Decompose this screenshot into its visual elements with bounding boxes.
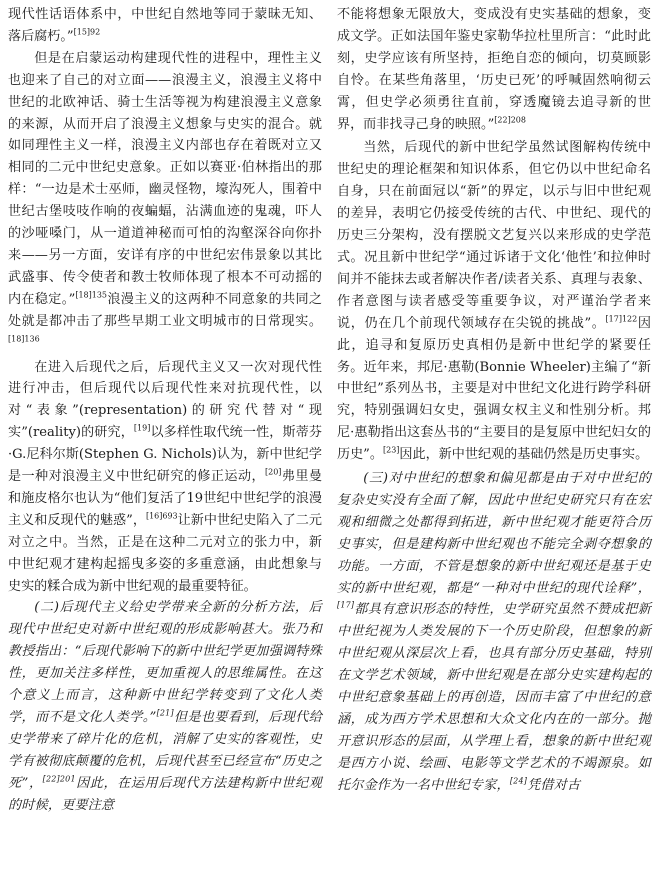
citation: [19] (133, 423, 151, 433)
citation: [17]122 (605, 314, 638, 324)
citation: [16]693 (145, 511, 178, 521)
paragraph: 在进入后现代之后，后现代主义又一次对现代性进行冲击，但后现代以后现代性来对抗现代性，以对“表象”(representation)的研究代替对“现实”(reality)的研究，[19]以多样性取代统一性，斯蒂芬·G.尼科尔斯(Stephen G. Nichols)认为，新中世纪学是一种对浪漫主义中世纪研究的修正运动，[20]弗里曼和施皮格尔也认为“他们复活了19世纪中世纪学的浪漫主义和反现代的魅惑”，$^{[16]693}$让新中世纪史陷入了二元对立之中。当然，正是在这种二元对立的张力中，新中世纪观才建构起摇曳多姿的多重意涵，由此想象与史实的糅合成为新中世纪观的最重要特征。 (8, 359, 323, 594)
citation: [24] (509, 776, 528, 786)
paragraph: 当然，后现代的新中世纪学虽然试图解构传统中世纪史的理论框架和知识体系，但它仍以中世纪命名自身，只在前面冠以“新”的界定，以示与旧中世纪观的差异，表明它仍接受传统的古代、中世纪、现代的历史三分架构，没有摆脱文艺复兴以来形成的史学范式。况且新中世纪学“通过诉诸于文化‘他性’和拉伸时间并不能抹去或者解决作者/读者关系、真理与表象、作者意图与读者感受等重要争议，对严谨治学者来说，仍在几个前现代领域存在尖锐的挑战”。$^{[17]122}$因此，追寻和复原历史真相仍是新中世纪学的紧要任务。近年来，邦尼·惠勒(Bonnie Wheeler)主编了“新中世纪”系列丛书，主要是对中世纪文化进行跨学科研究，特别强调妇女史，强调女权主义和性别分析。邦尼·惠勒指出这套丛书的“主要目的是复原中世纪妇女的历史”。[23]因此，新中世纪观的基础仍然是历史事实。 (337, 140, 651, 463)
paragraph: 现代性话语体系中，中世纪自然地等同于蒙昧无知、落后腐朽。”$^{[15]92}$ (8, 7, 322, 44)
citation: [18]136 (8, 334, 40, 344)
paragraph: 不能将想象无限放大，变成没有史实基础的想象，变成文学。正如法国年鉴史家勒华拉杜里所言：“此时此刻，史学应该有所坚持，拒绝自恋的倾向，切莫顾影自怜。在某些角落里，‘历史已死’的呼喊固然响彻云霄，但史学必须勇往直前，穿透魔镜去追寻新的世界，而非找寻己身的映照。”$^{[22]208}$ (337, 7, 651, 132)
citation: [17] (337, 601, 355, 611)
citation: [22]208 (494, 115, 526, 125)
section-heading-paragraph: (二)后现代主义给史学带来全新的分析方法，后现代中世纪史对新中世纪观的形成影响甚大。张乃和教授指出：“后现代影响下的新中世纪学更加强调特殊性，更加关注多样性，更加重视人的思维属性。在这个意义上而言，这种新中世纪学转变到了文化人类学，而不是文化人类学。”[21]但是也要看到，后现代给史学带来了碎片化的危机，消解了史实的客观性，史学有被彻底颠覆的危机，后现代甚至已经宣布“历史之死”，$^{[22]201}$因此，在运用后现代方法建构新中世纪观的时候，更要注意 (8, 600, 323, 813)
left-column (8, 4, 322, 884)
section-heading-paragraph: (三)对中世纪的想象和偏见都是由于对中世纪的复杂史实没有全面了解，因此中世纪史研究只有在宏观和细微之处都得到拓进，新中世纪观才能更符合历史事实，但是建构新中世纪观也不能完全剥夺想象的功能。一方面，不管是想象的新中世纪观还是基于史实的新中世纪观，都是“一种对中世纪的现代诠释”，[17]都具有意识形态的特性，史学研究虽然不赞成把新中世纪视为人类发展的下一个历史阶段，但想象的新中世纪观从深层次上看，也具有部分历史基础，特别在文学艺术领域，新中世纪观是在部分史实建构起的中世纪意象基础上的再创造，因而丰富了中世纪的意涵，成为西方学术思想和大众文化内在的一部分。抛开意识形态的层面，从学理上看，想象的新中世纪观是西方小说、绘画、电影等文学艺术的不竭源泉。如托尔金作为一名中世纪专家，[24]凭借对古 (337, 471, 652, 793)
citation: [21] (156, 708, 174, 718)
citation: [20] (265, 467, 282, 477)
citation: [18]135 (75, 290, 108, 300)
citation: [22]201 (42, 774, 76, 784)
citation: [23] (382, 445, 400, 455)
right-column (337, 4, 651, 884)
citation: [15]92 (73, 27, 101, 37)
paragraph: 但是在启蒙运动构建现代性的进程中，理性主义也迎来了自己的对立面——浪漫主义，浪漫主义将中世纪的北欧神话、骑士生活等视为构建浪漫主义意象的来源，从而开启了浪漫主义想象与史实的混合。就如同理性主义一样，浪漫主义内部也存在着既对立又相同的二元中世纪史意象。正如以赛亚·伯林指出的那样：“一边是术士巫师，幽灵怪物，壕沟死人，围着中世纪古堡吱吱作响的夜蝙蝠，沾满血迹的鬼魂，吓人的沙哑嗓门，从一道道神秘而可怕的沟壑深谷向你扑来——另一方面，安详有序的中世纪宏伟景象以其比武盛事、传令使者和教士牧师体现了根本不可动摇的内在稳定。”$^{[18]135}$浪漫主义的这两种不同意象的共同之处就是都冲击了那些早期工业文明城市的日常现实。$^{[18]136}$ (8, 50, 322, 344)
